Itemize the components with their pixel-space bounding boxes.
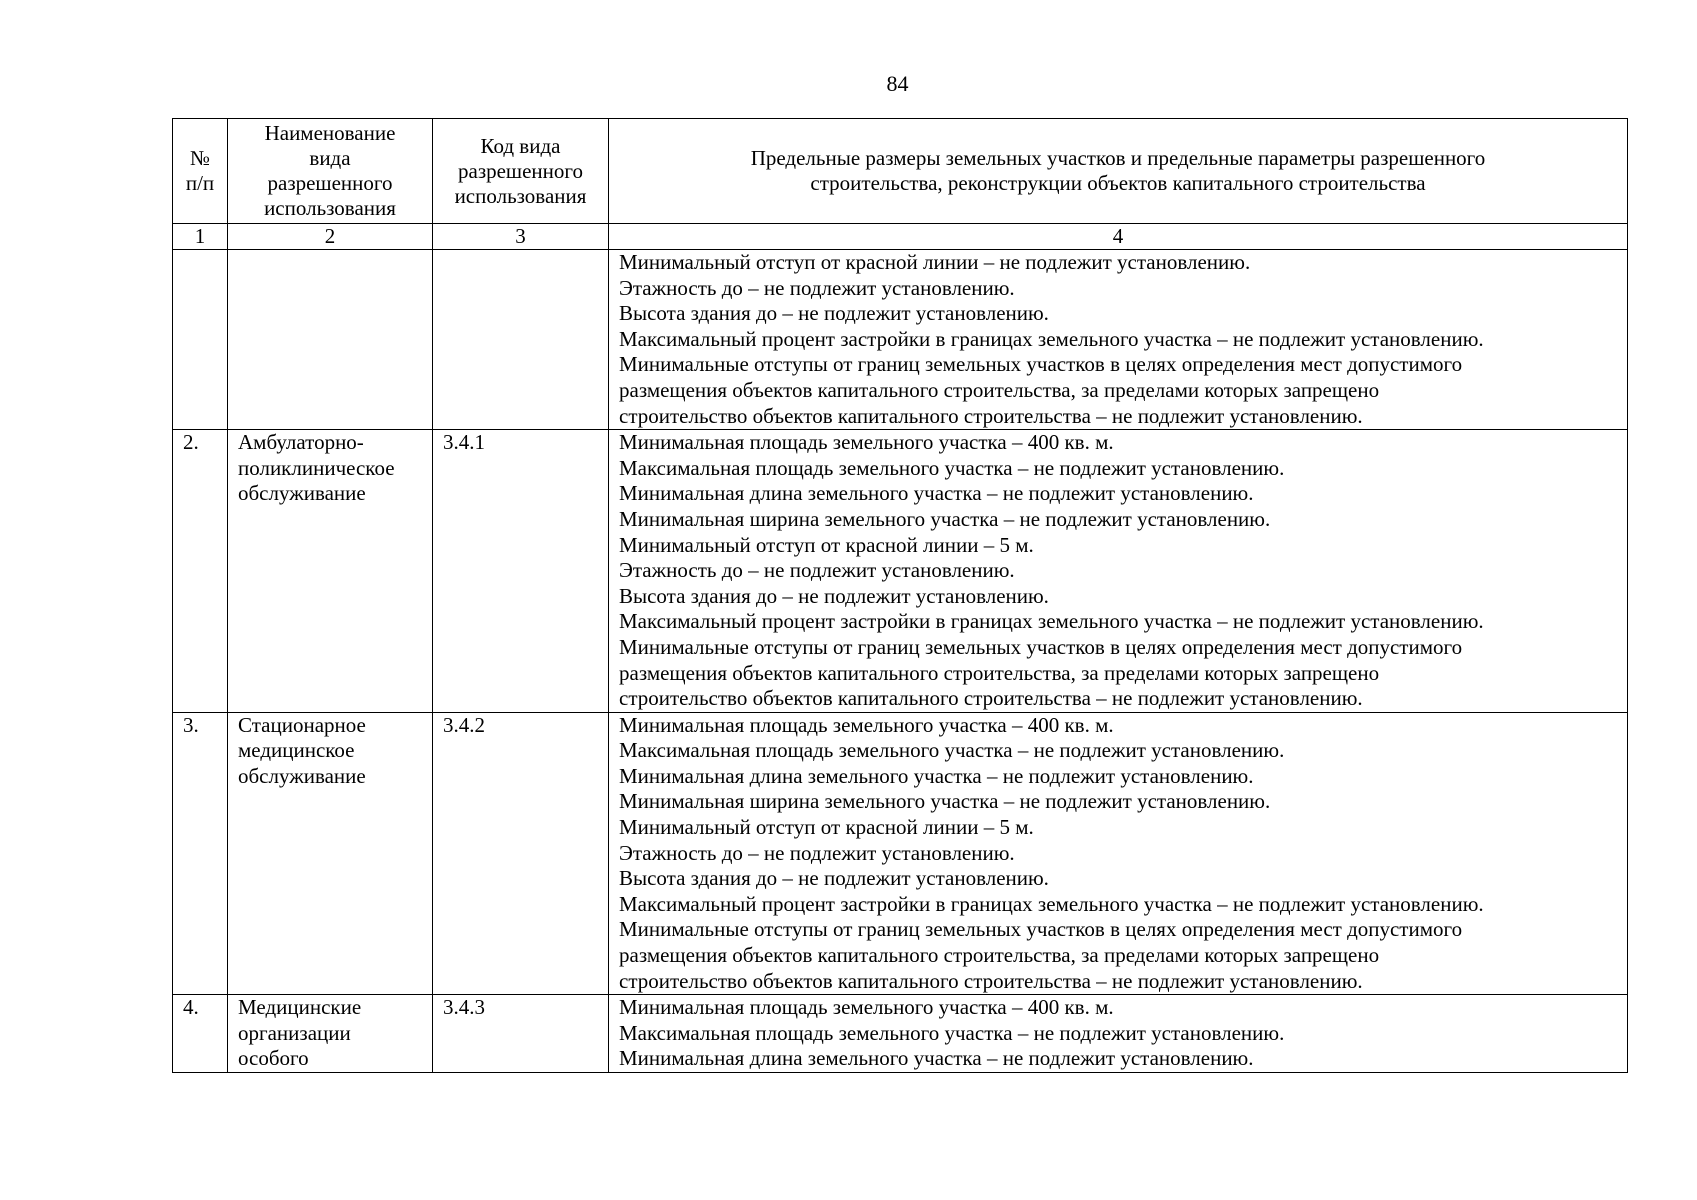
- use-name-line: Амбулаторно-: [238, 430, 364, 455]
- header-line: Предельные размеры земельных участков и предельные параметры разрешенного: [750, 146, 1486, 170]
- parameter-line: Минимальная длина земельного участка – не подлежит установлению.: [619, 1046, 1254, 1071]
- parameters-cell: [609, 430, 1628, 713]
- column-number: 1: [173, 224, 228, 250]
- use-code-cell: 3.4.2: [433, 712, 609, 995]
- table-row: [173, 995, 1628, 1073]
- parameter-line: строительство объектов капитального строительства – не подлежит установлению.: [619, 403, 1363, 428]
- header-use-name: [228, 119, 433, 224]
- parameter-line: Минимальные отступы от границ земельных участков в целях определения мест допустимого: [619, 352, 1463, 377]
- parameter-line: Максимальный процент застройки в границах земельного участка – не подлежит установлению.: [619, 326, 1484, 351]
- header-line: строительства, реконструкции объектов капитального строительства: [810, 171, 1426, 195]
- use-code-cell: [433, 250, 609, 430]
- use-name-cell: [228, 712, 433, 995]
- parameter-line: Минимальные отступы от границ земельных участков в целях определения мест допустимого: [619, 917, 1463, 942]
- row-number: 3.: [173, 712, 228, 995]
- parameter-line: Этажность до – не подлежит установлению.: [619, 275, 1015, 300]
- use-name-line: Стационарное: [238, 712, 366, 737]
- header-parameters: [609, 119, 1628, 224]
- parameter-line: Высота здания до – не подлежит установлению.: [619, 866, 1049, 891]
- parameter-line: размещения объектов капитального строительства, за пределами которых запрещено: [619, 943, 1380, 968]
- header-line: Наименование: [264, 121, 396, 145]
- table-row: [173, 250, 1628, 430]
- page-number: 84: [886, 71, 909, 96]
- table-row: [173, 712, 1628, 995]
- parameter-line: Максимальная площадь земельного участка – не подлежит установлению.: [619, 455, 1285, 480]
- use-name-cell: [228, 430, 433, 713]
- use-name-line: медицинское: [238, 738, 355, 763]
- header-line: использования: [454, 183, 587, 208]
- parameter-line: Минимальная длина земельного участка – не подлежит установлению.: [619, 763, 1254, 788]
- parameter-line: Минимальная площадь земельного участка – 400 кв. м.: [619, 430, 1114, 455]
- parameter-line: Максимальная площадь земельного участка – не подлежит установлению.: [619, 738, 1285, 763]
- use-name-line: организации: [238, 1020, 351, 1045]
- header-line: №: [189, 146, 211, 170]
- parameter-line: Минимальный отступ от красной линии – 5 м.: [619, 815, 1034, 840]
- parameter-line: Минимальная площадь земельного участка – 400 кв. м.: [619, 995, 1114, 1020]
- header-line: использования: [264, 196, 396, 220]
- parameter-line: Минимальная ширина земельного участка – не подлежит установлению.: [619, 789, 1271, 814]
- parameters-cell: [609, 250, 1628, 430]
- regulations-table: [172, 118, 1628, 1073]
- header-number: [173, 119, 228, 224]
- parameter-line: Этажность до – не подлежит установлению.: [619, 558, 1015, 583]
- header-line: Код вида: [480, 133, 561, 158]
- table-body: [173, 250, 1628, 1073]
- use-code-cell: 3.4.3: [433, 995, 609, 1073]
- header-use-code: [433, 119, 609, 224]
- use-name-cell: [228, 995, 433, 1073]
- parameter-line: Минимальный отступ от красной линии – не подлежит установлению.: [619, 250, 1251, 274]
- parameter-line: Минимальные отступы от границ земельных участков в целях определения мест допустимого: [619, 634, 1463, 659]
- parameter-line: размещения объектов капитального строительства, за пределами которых запрещено: [619, 660, 1380, 685]
- use-name-line: поликлиническое: [238, 455, 395, 480]
- parameter-line: строительство объектов капитального строительства – не подлежит установлению.: [619, 968, 1363, 993]
- parameter-line: Минимальная ширина земельного участка – не подлежит установлению.: [619, 506, 1271, 531]
- use-name-line: обслуживание: [238, 481, 366, 506]
- parameter-line: Минимальная длина земельного участка – не подлежит установлению.: [619, 481, 1254, 506]
- row-number: 4.: [173, 995, 228, 1073]
- parameter-line: Минимальная площадь земельного участка – 400 кв. м.: [619, 712, 1114, 737]
- use-name-cell: [228, 250, 433, 430]
- row-number: [173, 250, 228, 430]
- parameter-line: размещения объектов капитального строительства, за пределами которых запрещено: [619, 377, 1380, 402]
- column-number: 4: [609, 224, 1628, 250]
- column-number: 3: [433, 224, 609, 250]
- header-line: разрешенного: [458, 158, 583, 183]
- use-code-cell: 3.4.1: [433, 430, 609, 713]
- header-row: [173, 119, 1628, 224]
- parameter-line: Минимальный отступ от красной линии – 5 м.: [619, 532, 1034, 557]
- table-row: [173, 430, 1628, 713]
- use-name-line: особого: [238, 1046, 309, 1071]
- header-line: вида: [309, 146, 351, 170]
- use-name-line: обслуживание: [238, 763, 366, 788]
- use-name-line: Медицинские: [238, 995, 362, 1020]
- header-line: разрешенного: [267, 171, 393, 195]
- parameter-line: Высота здания до – не подлежит установлению.: [619, 301, 1049, 326]
- parameter-line: строительство объектов капитального строительства – не подлежит установлению.: [619, 686, 1363, 711]
- row-number: 2.: [173, 430, 228, 713]
- parameters-cell: [609, 712, 1628, 995]
- column-number: 2: [228, 224, 433, 250]
- table-header: [173, 119, 1628, 250]
- parameter-line: Высота здания до – не подлежит установлению.: [619, 583, 1049, 608]
- header-line: п/п: [185, 171, 215, 195]
- parameter-line: Максимальный процент застройки в границах земельного участка – не подлежит установлению.: [619, 891, 1484, 916]
- parameter-line: Максимальный процент застройки в границах земельного участка – не подлежит установлению.: [619, 609, 1484, 634]
- column-number-row: [173, 224, 1628, 250]
- parameters-cell: [609, 995, 1628, 1073]
- parameter-line: Этажность до – не подлежит установлению.: [619, 840, 1015, 865]
- parameter-line: Максимальная площадь земельного участка – не подлежит установлению.: [619, 1020, 1285, 1045]
